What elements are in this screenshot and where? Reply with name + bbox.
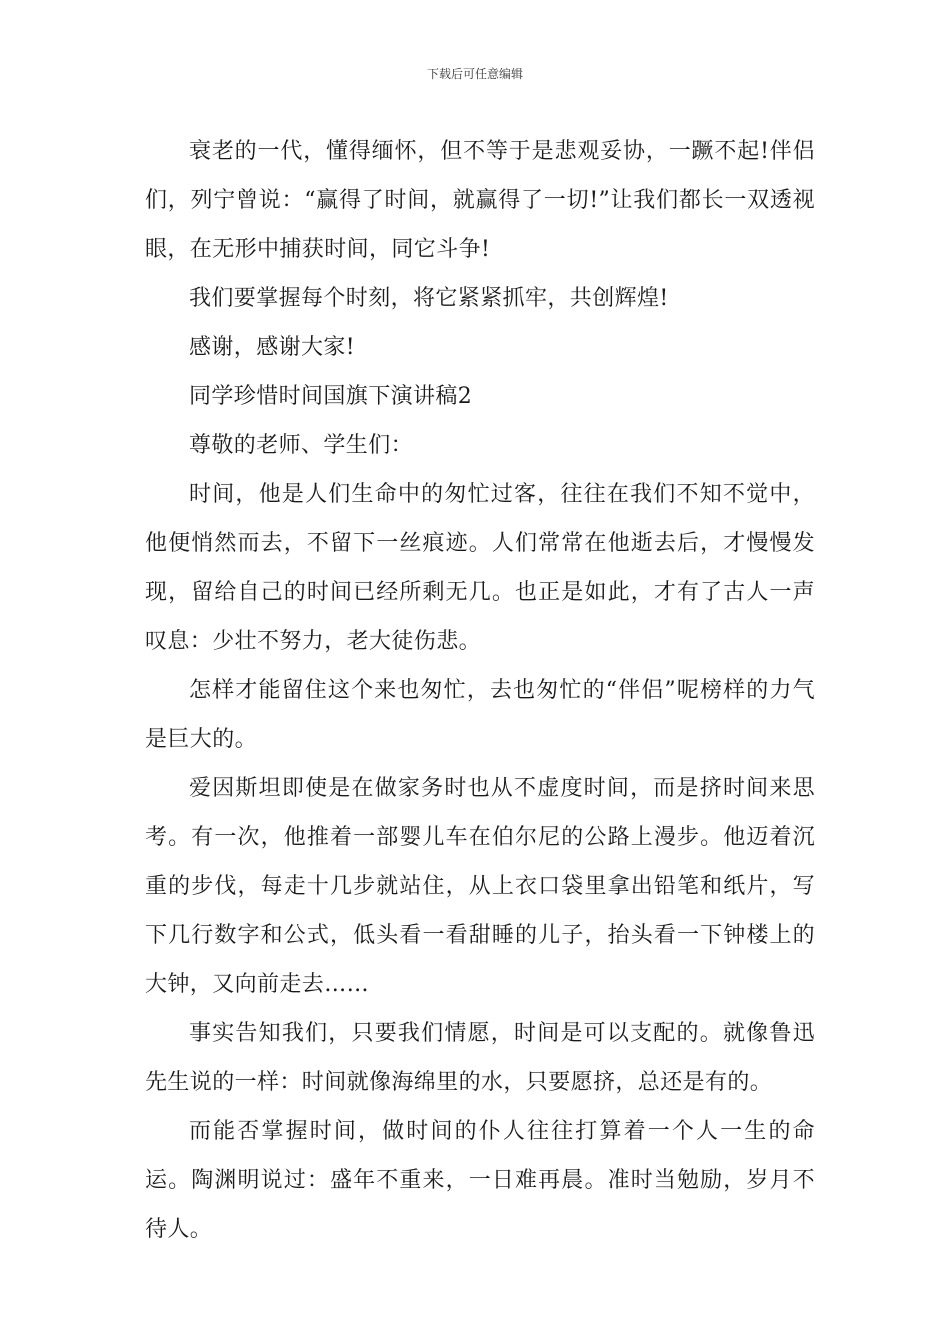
paragraph: 爱因斯坦即使是在做家务时也从不虚度时间，而是挤时间来思考。有一次，他推着一部婴儿车在伯尔尼的公路上漫步。他迈着沉重的步伐，每走十几步就站住，从上衣口袋里拿出铅笔和纸片，写下几行数字和公式，低头看一看甜睡的儿子，抬头看一下钟楼上的大钟，又向前走去…… — [145, 776, 815, 997]
paragraph: 事实告知我们，只要我们情愿，时间是可以支配的。就像鲁迅先生说的一样：时间就像海绵里的水，只要愿挤，总还是有的。 — [145, 1021, 815, 1095]
paragraph: 时间，他是人们生命中的匆忙过客，往往在我们不知不觉中，他便悄然而去，不留下一丝痕迹。人们常常在他逝去后，才慢慢发现，留给自己的时间已经所剩无几。也正是如此，才有了古人一声叹息：少壮不努力，老大徒伤悲。 — [145, 482, 815, 654]
paragraph: 而能否掌握时间，做时间的仆人往往打算着一个人一生的命运。陶渊明说过：盛年不重来，一日难再晨。准时当勉励，岁月不待人。 — [145, 1119, 815, 1242]
paragraph: 感谢，感谢大家! — [189, 335, 356, 360]
paragraph: 衰老的一代，懂得缅怀，但不等于是悲观妥协，一蹶不起!伴侣们，列宁曾说：“赢得了时间，就赢得了一切!”让我们都长一双透视眼，在无形中捕获时间，同它斗争! — [145, 139, 815, 262]
document-body — [145, 127, 815, 1254]
salutation: 尊敬的老师、学生们： — [189, 433, 414, 458]
paragraph: 怎样才能留住这个来也匆忙，去也匆忙的“伴侣”呢榜样的力气是巨大的。 — [145, 678, 815, 752]
paragraph: 我们要掌握每个时刻，将它紧紧抓牢，共创辉煌! — [189, 286, 669, 311]
page-header: 下载后可任意编辑 — [426, 67, 523, 81]
section-title: 同学珍惜时间国旗下演讲稿2 — [189, 384, 473, 409]
